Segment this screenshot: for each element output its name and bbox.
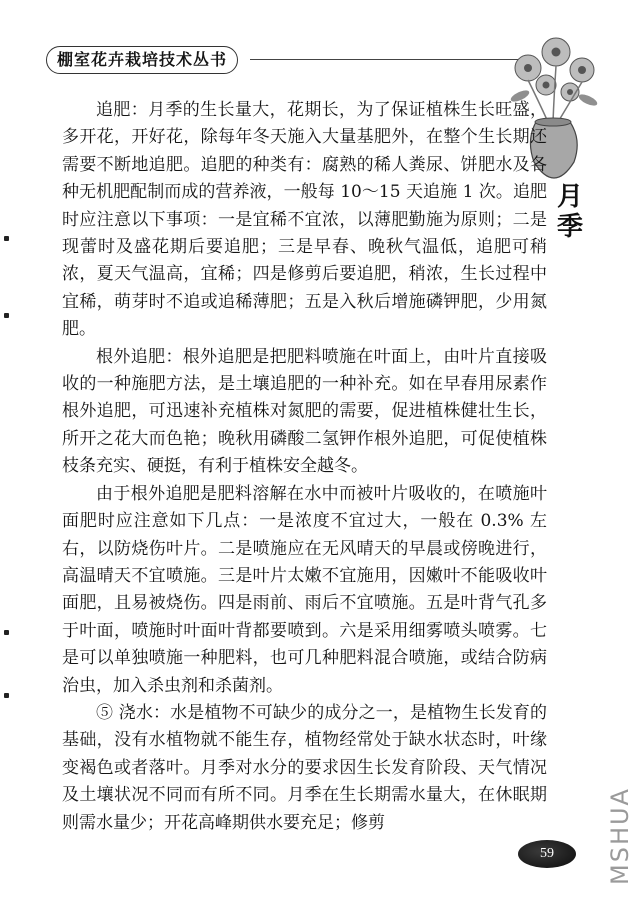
page-number-badge: 59 [518, 840, 576, 868]
side-label: 月季 [556, 182, 583, 242]
margin-marker [4, 313, 9, 318]
paragraph-foliar-precautions: 由于根外追肥是肥料溶解在水中而被叶片吸收的，在喷施叶面肥时应注意如下几点：一是浓度不宜过大，一般在 0.3% 左右，以防烧伤叶片。二是喷施应在无风晴天的早晨或傍晚进行，高温晴天不宜喷施。三是叶片太嫩不宜施用，因嫩叶不能吸收叶面肥，且易被烧伤。四是雨前、雨后不宜喷施。五是叶背气孔多于叶面，喷施时叶面叶背都要喷到。六是采用细雾喷头喷雾。七是可以单独喷施一种肥料，也可几种肥料混合喷施，或结合防病治虫，加入杀虫剂和杀菌剂。 [62, 483, 547, 696]
body-text [62, 97, 547, 837]
series-title: 棚室花卉栽培技术丛书 [46, 46, 238, 74]
margin-marker [4, 630, 9, 635]
margin-marker [4, 236, 9, 241]
margin-marker [4, 693, 9, 698]
watermark: MSHUA [606, 787, 634, 885]
header-rule [250, 59, 522, 60]
paragraph-topdressing: 追肥：月季的生长量大，花期长，为了保证植株生长旺盛，多开花，开好花，除每年冬天施入大量基肥外，在整个生长期还需要不断地追肥。追肥的种类有：腐熟的稀人粪尿、饼肥水及各种无机肥配制而成的营养液，一般每 10～15 天追施 1 次。追肥时应注意以下事项：一是宜稀不宜浓，以薄肥勤施为原则；二是现蕾时及盛花期后要追肥；三是早春、晚秋气温低，追肥可稍浓，夏天气温高，宜稀；四是修剪后要追肥，稍浓，生长过程中宜稀，萌芽时不追或追稀薄肥；五是入秋后增施磷钾肥，少用氮肥。 [62, 100, 547, 340]
paragraph-foliar-feeding: 根外追肥：根外追肥是把肥料喷施在叶面上，由叶片直接吸收的一种施肥方法，是土壤追肥的一种补充。如在早春用尿素作根外追肥，可迅速补充植株对氮肥的需要，促进植株健壮生长，所开之花大而色艳；晚秋用磷酸二氢钾作根外追肥，可促使植株枝条充实、硬挺，有利于植株安全越冬。 [62, 346, 547, 477]
paragraph-watering: ⑤ 浇水：水是植物不可缺少的成分之一，是植物生长发育的基础，没有水植物就不能生存，植物经常处于缺水状态时，叶缘变褐色或者落叶。月季对水分的要求因生长发育阶段、天气情况及土壤状况不同而有所不同。月季在生长期需水量大，在休眠期则需水量少；开花高峰期供水要充足；修剪 [62, 702, 547, 833]
